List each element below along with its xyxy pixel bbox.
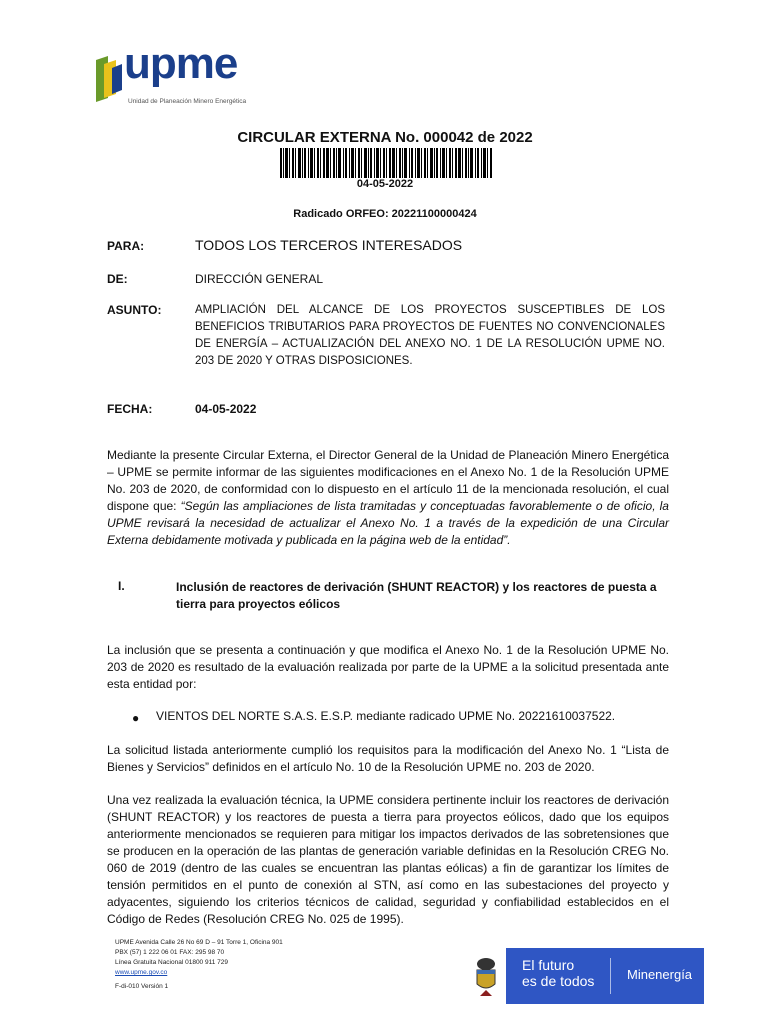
document-version: F-di-010 Versión 1	[115, 983, 169, 990]
asunto-value: AMPLIACIÓN DEL ALCANCE DE LOS PROYECTOS SUSCEPTIBLES DE LOS BENEFICIOS TRIBUTARIOS PARA PROYECTOS DE FUENTES NO CONVENCIONALES DE ENERGÍA – ACTUALIZACIÓN DEL ANEXO NO. 1 DE LA RESOLUCIÓN UPME NO. 203 DE 2020 Y OTRAS DISPOSICIONES.	[195, 304, 665, 367]
footer-address: UPME Avenida Calle 26 No 69 D – 91 Torre 1, Oficina 901	[115, 939, 283, 946]
barcode-date: 04-05-2022	[356, 178, 414, 190]
footer-phone: PBX (57) 1 222 06 01 FAX: 295 98 70	[115, 949, 225, 956]
radicado-number: Radicado ORFEO: 20221100000424	[293, 208, 477, 220]
para-label: PARA:	[107, 239, 145, 253]
section-title: Inclusión de reactores de derivación (SHUNT REACTOR) y los reactores de puesta a tierra para proyectos eólicos	[176, 580, 657, 611]
bullet-icon: ●	[132, 711, 140, 725]
banner-ministry: Minenergía	[627, 967, 693, 982]
de-value: DIRECCIÓN GENERAL	[195, 272, 324, 286]
banner-slogan	[522, 957, 594, 989]
footer-website-link[interactable]: www.upme.gov.co	[115, 969, 168, 976]
section-number: I.	[118, 579, 125, 593]
document-title: CIRCULAR EXTERNA No. 000042 de 2022	[237, 129, 533, 146]
intro-paragraph	[107, 447, 669, 549]
intro-text: Mediante la presente Circular Externa, el Director General de la Unidad de Planeación Minero Energética – UPME se permite informar de las siguientes modificaciones en el Anexo No. 1 de la Resolución UPME No. 203 de 2020, de conformidad con lo dispuesto en el artículo 11 de la mencionada resolución, el cual dispone que:	[107, 448, 669, 513]
fecha-label: FECHA:	[107, 402, 153, 416]
para-value: TODOS LOS TERCEROS INTERESADOS	[195, 237, 463, 253]
bullet-item: VIENTOS DEL NORTE S.A.S. E.S.P. mediante radicado UPME No. 20221610037522.	[156, 709, 616, 723]
de-label: DE:	[107, 272, 128, 286]
footer-contact	[115, 938, 283, 978]
paragraph-2: La solicitud listada anteriormente cumplió los requisitos para la modificación del Anexo No. 1 “Lista de Bienes y Servicios” definidos en el artículo No. 10 de la Resolución UPME no. 203 de 2020.	[107, 743, 669, 774]
banner-divider	[610, 958, 611, 994]
paragraph-3: Una vez realizada la evaluación técnica, la UPME considera pertinente incluir los reactores de derivación (SHUNT REACTOR) y los reactores de puesta a tierra para proyectos eólicos, dado que los equipos anteriormente mencionados se requieren para mitigar los impactos derivados de las sobretensiones que se producen en la operación de las plantas de generación variable definidas en la Resolución CREG No. 060 de 2019 (dentro de las cuales se encuentran las plantas eólicas) a fin de garantizar los límites de tensión permitidos en el punto de conexión al STN, así como en las subestaciones del proyecto y adyacentes, siguiendo los criterios técnicos de calidad, seguridad y confiabilidad establecidos en el Código de Redes (Resolución CREG No. 025 de 1995).	[107, 793, 669, 926]
logo-wordmark: upme	[124, 39, 238, 88]
banner-crest-area	[466, 948, 506, 1004]
fecha-value: 04-05-2022	[195, 402, 257, 416]
banner-slogan-line2: es de todos	[522, 973, 595, 989]
asunto-label: ASUNTO:	[107, 303, 162, 317]
logo-subtitle: Unidad de Planeación Minero Energética	[128, 98, 247, 105]
barcode-icon	[280, 148, 492, 178]
paragraph-1: La inclusión que se presenta a continuación y que modifica el Anexo No. 1 de la Resolución UPME No. 203 de 2020 es resultado de la evaluación realizada por parte de la UPME a la solicitud presentada ante esta entidad por:	[107, 643, 669, 691]
footer-toll-free: Línea Gratuita Nacional 01800 911 729	[115, 959, 228, 966]
quote-text: “Según las ampliaciones de lista tramitadas y conceptuadas favorablemente o de oficio, la UPME revisará la necesidad de actualizar el Anexo No. 1 a través de la expedición de una Circular Externa debidamente motivada y publicada en la página web de la entidad”.	[107, 499, 669, 547]
colombia-crest-icon	[466, 948, 506, 1004]
banner-slogan-line1: El futuro	[522, 957, 575, 973]
